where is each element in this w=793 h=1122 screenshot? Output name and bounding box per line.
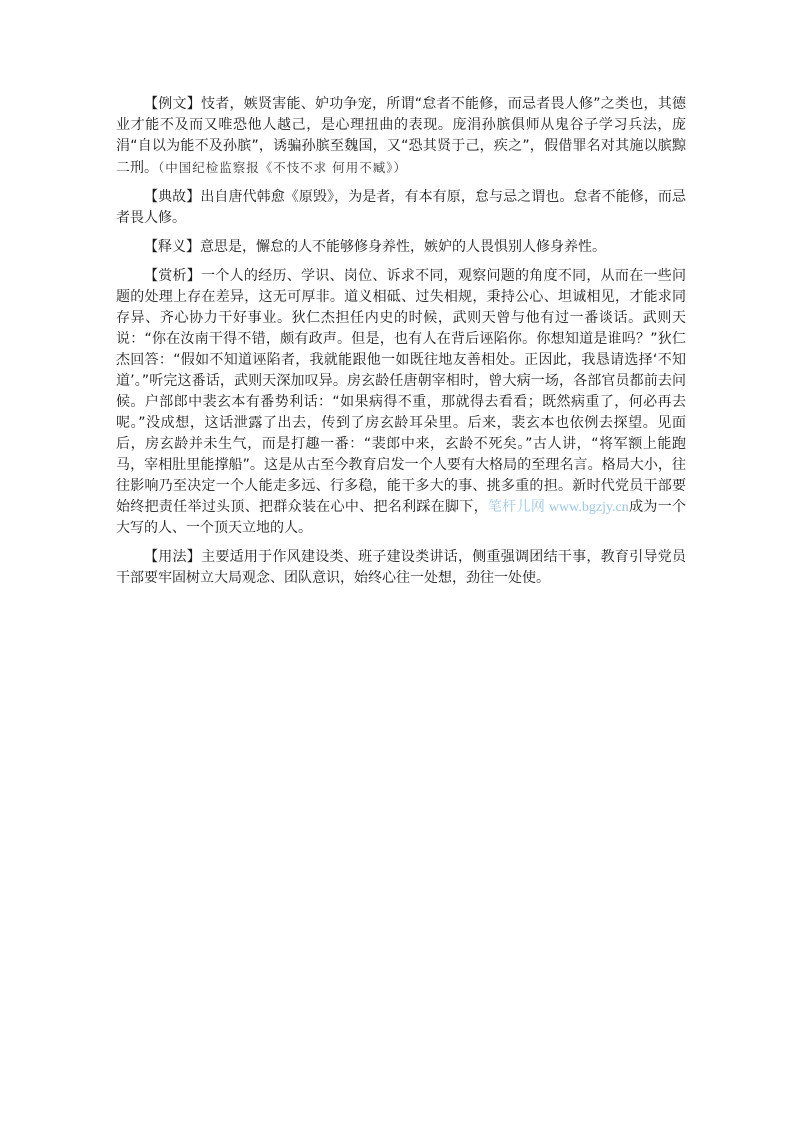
example-text: 忮者，嫉贤害能、妒功争宠，所谓“怠者不能修，而忌者畏人修”之类也，其德业才能不及而又唯恐他人越己，是心理扭曲的表现。庞涓孙膑俱师从鬼谷子学习兵法，庞涓“自以为能不及孙膑”，诱骗孙膑至魏国，又“恐其贤于己，疾之”，假借罪名对其施以膑黥二刑。 [116, 96, 686, 176]
usage-text: 主要适用于作风建设类、班子建设类讲话，侧重强调团结干事，教育引导党员干部要牢固树立大局观念、团队意识，始终心往一处想，劲往一处使。 [116, 549, 687, 586]
example-source: （中国纪检监察报《不忮不求 何用不臧》） [158, 160, 407, 175]
analysis-label: 【赏析】 [144, 268, 202, 284]
meaning-text: 意思是，懈怠的人不能够修身养性，嫉妒的人畏惧别人修身养性。 [200, 239, 606, 255]
origin-text: 出自唐代韩愈《原毁》，为是者，有本有原，怠与忌之谓也。怠者不能修，而忌者畏人修。 [116, 189, 687, 226]
usage-label: 【用法】 [144, 549, 202, 565]
watermark-text: 笔杆儿网 www.bgzjy.cn [487, 500, 629, 515]
analysis-text-end: 成为一个大写的人、一个顶天立地的人。 [116, 499, 686, 536]
origin-paragraph [116, 187, 686, 229]
example-paragraph [116, 94, 686, 179]
usage-paragraph [116, 547, 686, 589]
example-label: 【例文】 [144, 96, 201, 112]
meaning-label: 【释义】 [144, 239, 200, 255]
document-body [116, 94, 686, 597]
meaning-paragraph [116, 237, 686, 258]
analysis-text: 一个人的经历、学识、岗位、诉求不同，观察问题的角度不同，从而在一些问题的处理上存在差异，这无可厚非。道义相砥、过失相规，秉持公心、坦诚相见，才能求同存异、齐心协力干好事业。狄仁杰担任内史的时候，武则天曾与他有过一番谈话。武则天说：“你在汝南干得不错，颇有政声。但是，也有人在背后诬陷你。你想知道是谁吗？”狄仁杰回答：“假如不知道诬陷者，我就能跟他一如既往地友善相处。正因此，我恳请选择‘不知道’。”听完这番话，武则天深加叹异。房玄龄任唐朝宰相时，曾大病一场，各部官员都前去问候。户部郎中裴玄本有番势利话：“如果病得不重，那就得去看看；既然病重了，何必再去呢。”没成想，这话泄露了出去，传到了房玄龄耳朵里。后来，裴玄本也依例去探望。见面后，房玄龄并未生气，而是打趣一番：“裴郎中来，玄龄不死矣。”古人讲，“将军额上能跑马，宰相肚里能撑船”。这是从古至今教育启发一个人要有大格局的至理名言。格局大小，往往影响乃至决定一个人能走多远、行多稳，能干多大的事、挑多重的担。新时代党员干部要始终把责任举过头顶、把群众装在心中、把名利踩在脚下， [116, 268, 687, 515]
analysis-paragraph [116, 266, 686, 539]
origin-label: 【典故】 [144, 189, 201, 205]
